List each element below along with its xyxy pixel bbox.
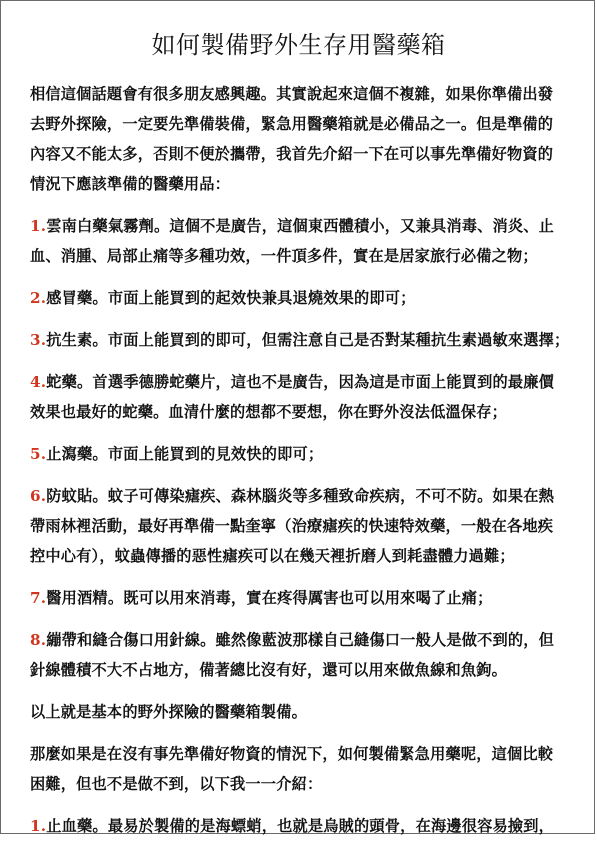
item-number: 1. bbox=[30, 217, 47, 235]
text-line bbox=[30, 769, 578, 799]
text-line bbox=[30, 481, 578, 511]
text-line bbox=[30, 283, 578, 313]
line-text: 針線體積不大不占地方，備著總比沒有好，還可以用來做魚線和魚鉤。 bbox=[30, 661, 508, 679]
line-text: 控中心有），蚊蟲傳播的惡性瘧疾可以在幾天裡折磨人到耗盡體力過難； bbox=[30, 547, 515, 565]
line-text: 那麼如果是在沒有事先準備好物資的情況下，如何製備緊急用藥呢，這個比較 bbox=[30, 745, 554, 763]
item-number: 7. bbox=[30, 589, 47, 607]
line-text: 感冒藥。市面上能買到的起效快兼具退燒效果的即可； bbox=[46, 289, 416, 307]
text-line bbox=[30, 211, 578, 241]
numbered-item bbox=[30, 439, 578, 469]
item-number: 1. bbox=[30, 817, 47, 835]
text-line bbox=[30, 439, 578, 469]
line-text: 以上就是基本的野外探險的醫藥箱製備。 bbox=[30, 703, 307, 721]
numbered-item bbox=[30, 625, 578, 685]
numbered-item bbox=[30, 211, 578, 271]
line-text: 止血藥。最易於製備的是海螵蛸，也就是烏賊的頭骨，在海邊很容易撿到， bbox=[46, 817, 555, 835]
line-text: 雲南白藥氣霧劑。這個不是廣告，這個東西體積小，又兼具消毒、消炎、止 bbox=[46, 217, 555, 235]
item-number: 5. bbox=[30, 445, 47, 463]
line-text: 蛇藥。首選季德勝蛇藥片，這也不是廣告，因為這是市面上能買到的最廉價 bbox=[46, 373, 555, 391]
line-text: 帶雨林裡活動，最好再準備一點奎寧（治療瘧疾的快速特效藥，一般在各地疾 bbox=[30, 517, 554, 535]
text-line bbox=[30, 541, 578, 571]
numbered-item bbox=[30, 811, 578, 841]
text-line bbox=[30, 739, 578, 769]
paragraph bbox=[30, 697, 578, 727]
text-line bbox=[30, 241, 578, 271]
item-number: 4. bbox=[30, 373, 47, 391]
paragraph bbox=[30, 739, 578, 799]
line-text: 效果也最好的蛇藥。血清什麼的想都不要想，你在野外沒法低溫保存； bbox=[30, 403, 508, 421]
line-text: 內容又不能太多，否則不便於攜帶，我首先介紹一下在可以事先準備好物資的 bbox=[30, 145, 554, 163]
text-line bbox=[30, 697, 578, 727]
text-line bbox=[30, 625, 578, 655]
paragraph bbox=[30, 79, 578, 199]
item-number: 6. bbox=[30, 487, 47, 505]
item-number: 2. bbox=[30, 289, 47, 307]
line-text: 止瀉藥。市面上能買到的見效快的即可； bbox=[46, 445, 324, 463]
numbered-item bbox=[30, 283, 578, 313]
text-line bbox=[30, 511, 578, 541]
line-text: 抗生素。市面上能買到的即可，但需注意自己是否對某種抗生素過敏來選擇； bbox=[46, 331, 570, 349]
numbered-item bbox=[30, 367, 578, 427]
text-line bbox=[30, 79, 578, 109]
text-line bbox=[30, 109, 578, 139]
numbered-item bbox=[30, 583, 578, 613]
text-line bbox=[30, 169, 578, 199]
line-text: 血、消腫、局部止痛等多種功效，一件頂多件，實在是居家旅行必備之物； bbox=[30, 247, 538, 265]
text-line bbox=[30, 583, 578, 613]
document-body bbox=[30, 79, 578, 853]
line-text: 情況下應該準備的醫藥用品： bbox=[30, 175, 231, 193]
numbered-item bbox=[30, 481, 578, 571]
line-text: 去野外探險，一定要先準備裝備，緊急用醫藥箱就是必備品之一。但是準備的 bbox=[30, 115, 554, 133]
text-line bbox=[30, 397, 578, 427]
line-text: 繃帶和縫合傷口用針線。雖然像藍波那樣自己縫傷口一般人是做不到的，但 bbox=[46, 631, 555, 649]
text-line bbox=[30, 139, 578, 169]
line-text: 相信這個話題會有很多朋友感興趣。其實說起來這個不複雜，如果你準備出發 bbox=[30, 85, 554, 103]
line-text: 醫用酒精。既可以用來消毒，實在疼得厲害也可以用來喝了止痛； bbox=[46, 589, 493, 607]
page-title: 如何製備野外生存用醫藥箱 bbox=[151, 31, 446, 59]
text-line bbox=[30, 655, 578, 685]
item-number: 3. bbox=[30, 331, 47, 349]
line-text: 防蚊貼。蚊子可傳染瘧疾、森林腦炎等多種致命疾病，不可不防。如果在熱 bbox=[46, 487, 555, 505]
text-line bbox=[30, 367, 578, 397]
item-number: 8. bbox=[30, 631, 47, 649]
numbered-item bbox=[30, 325, 578, 355]
text-line bbox=[30, 325, 578, 355]
text-line bbox=[30, 811, 578, 841]
line-text: 困難，但也不是做不到，以下我一一介紹： bbox=[30, 775, 323, 793]
